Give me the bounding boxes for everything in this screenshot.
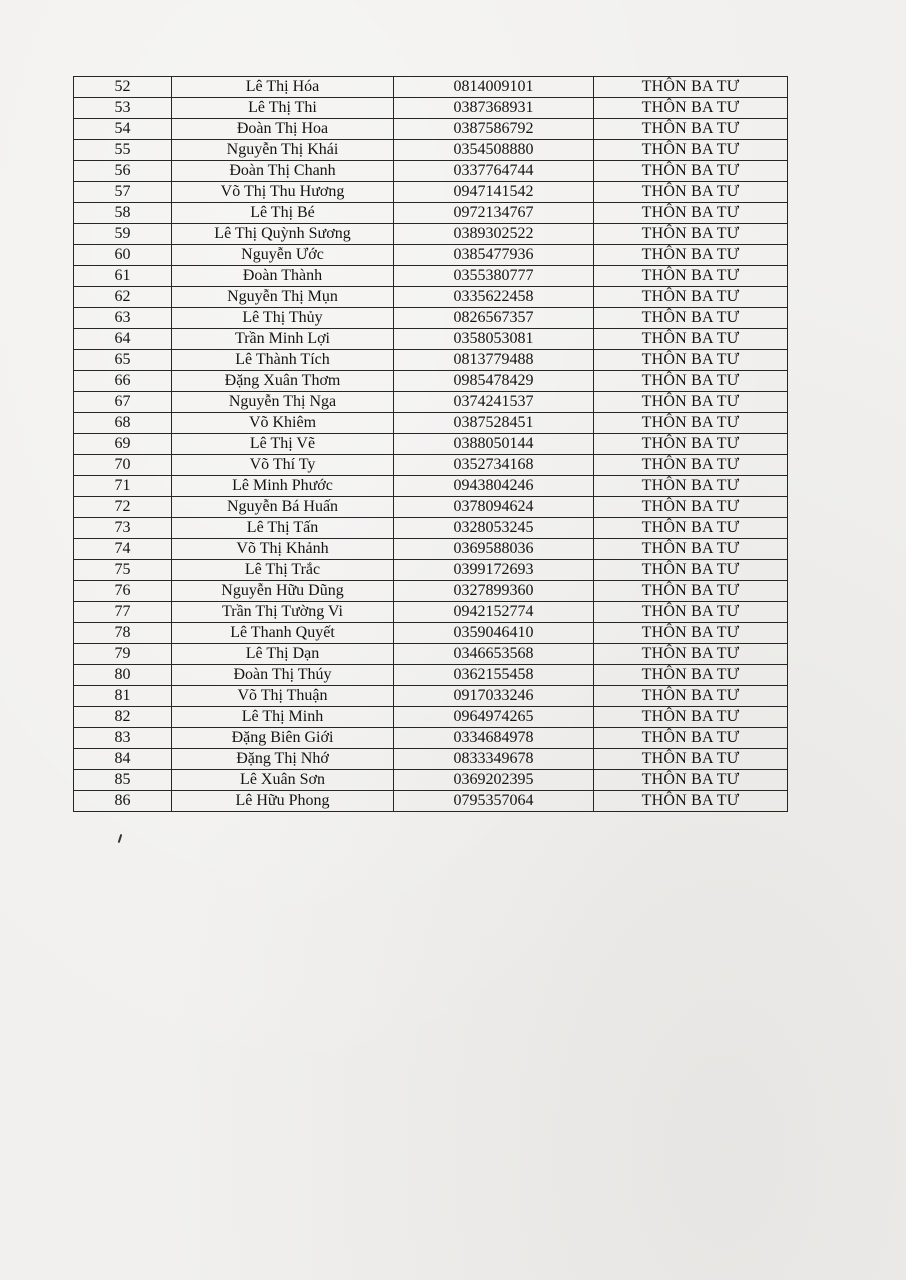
village-cell: THÔN BA TƯ: [594, 98, 788, 119]
residents-table: [73, 76, 788, 812]
full-name-cell: Lê Thị Tấn: [172, 518, 394, 539]
row-number-cell: 86: [74, 791, 172, 812]
row-number-cell: 73: [74, 518, 172, 539]
village-cell: THÔN BA TƯ: [594, 581, 788, 602]
village-cell: THÔN BA TƯ: [594, 476, 788, 497]
row-number-cell: 74: [74, 539, 172, 560]
table-row: [74, 476, 788, 497]
table-row: [74, 497, 788, 518]
village-cell: THÔN BA TƯ: [594, 455, 788, 476]
village-cell: THÔN BA TƯ: [594, 308, 788, 329]
village-cell: THÔN BA TƯ: [594, 119, 788, 140]
full-name-cell: Lê Thị Hóa: [172, 77, 394, 98]
row-number-cell: 81: [74, 686, 172, 707]
phone-number-cell: 0385477936: [394, 245, 594, 266]
village-cell: THÔN BA TƯ: [594, 350, 788, 371]
row-number-cell: 59: [74, 224, 172, 245]
phone-number-cell: 0943804246: [394, 476, 594, 497]
table-row: [74, 203, 788, 224]
table-row: [74, 287, 788, 308]
phone-number-cell: 0327899360: [394, 581, 594, 602]
table-row: [74, 350, 788, 371]
village-cell: THÔN BA TƯ: [594, 413, 788, 434]
table-row: [74, 602, 788, 623]
village-cell: THÔN BA TƯ: [594, 749, 788, 770]
village-cell: THÔN BA TƯ: [594, 161, 788, 182]
table-row: [74, 392, 788, 413]
full-name-cell: Nguyễn Thị Mụn: [172, 287, 394, 308]
village-cell: THÔN BA TƯ: [594, 560, 788, 581]
village-cell: THÔN BA TƯ: [594, 623, 788, 644]
village-cell: THÔN BA TƯ: [594, 224, 788, 245]
full-name-cell: Đoàn Thị Thúy: [172, 665, 394, 686]
village-cell: THÔN BA TƯ: [594, 77, 788, 98]
row-number-cell: 72: [74, 497, 172, 518]
table-row: [74, 728, 788, 749]
full-name-cell: Đặng Biên Giới: [172, 728, 394, 749]
residents-table-body: [74, 77, 788, 812]
phone-number-cell: 0964974265: [394, 707, 594, 728]
full-name-cell: Lê Thành Tích: [172, 350, 394, 371]
table-row: [74, 161, 788, 182]
full-name-cell: Nguyễn Hữu Dũng: [172, 581, 394, 602]
village-cell: THÔN BA TƯ: [594, 266, 788, 287]
table-row: [74, 119, 788, 140]
row-number-cell: 71: [74, 476, 172, 497]
full-name-cell: Nguyễn Ước: [172, 245, 394, 266]
full-name-cell: Lê Thị Trắc: [172, 560, 394, 581]
full-name-cell: Đoàn Thị Hoa: [172, 119, 394, 140]
phone-number-cell: 0378094624: [394, 497, 594, 518]
table-row: [74, 665, 788, 686]
village-cell: THÔN BA TƯ: [594, 329, 788, 350]
phone-number-cell: 0389302522: [394, 224, 594, 245]
village-cell: THÔN BA TƯ: [594, 182, 788, 203]
table-row: [74, 581, 788, 602]
phone-number-cell: 0334684978: [394, 728, 594, 749]
row-number-cell: 57: [74, 182, 172, 203]
row-number-cell: 83: [74, 728, 172, 749]
phone-number-cell: 0942152774: [394, 602, 594, 623]
village-cell: THÔN BA TƯ: [594, 203, 788, 224]
phone-number-cell: 0374241537: [394, 392, 594, 413]
table-row: [74, 224, 788, 245]
full-name-cell: Võ Thị Thu Hương: [172, 182, 394, 203]
phone-number-cell: 0354508880: [394, 140, 594, 161]
full-name-cell: Lê Thị Minh: [172, 707, 394, 728]
row-number-cell: 68: [74, 413, 172, 434]
phone-number-cell: 0388050144: [394, 434, 594, 455]
row-number-cell: 70: [74, 455, 172, 476]
row-number-cell: 82: [74, 707, 172, 728]
row-number-cell: 79: [74, 644, 172, 665]
table-row: [74, 413, 788, 434]
phone-number-cell: 0358053081: [394, 329, 594, 350]
full-name-cell: Lê Thị Thi: [172, 98, 394, 119]
phone-number-cell: 0355380777: [394, 266, 594, 287]
table-row: [74, 455, 788, 476]
row-number-cell: 60: [74, 245, 172, 266]
village-cell: THÔN BA TƯ: [594, 728, 788, 749]
row-number-cell: 54: [74, 119, 172, 140]
full-name-cell: Đặng Thị Nhớ: [172, 749, 394, 770]
phone-number-cell: 0972134767: [394, 203, 594, 224]
full-name-cell: Trần Minh Lợi: [172, 329, 394, 350]
row-number-cell: 85: [74, 770, 172, 791]
village-cell: THÔN BA TƯ: [594, 497, 788, 518]
full-name-cell: Lê Thị Bé: [172, 203, 394, 224]
table-row: [74, 308, 788, 329]
village-cell: THÔN BA TƯ: [594, 518, 788, 539]
phone-number-cell: 0369588036: [394, 539, 594, 560]
table-row: [74, 329, 788, 350]
phone-number-cell: 0985478429: [394, 371, 594, 392]
row-number-cell: 78: [74, 623, 172, 644]
full-name-cell: Lê Thị Quỳnh Sương: [172, 224, 394, 245]
village-cell: THÔN BA TƯ: [594, 287, 788, 308]
row-number-cell: 80: [74, 665, 172, 686]
stray-pen-mark: [118, 834, 123, 843]
village-cell: THÔN BA TƯ: [594, 140, 788, 161]
phone-number-cell: 0328053245: [394, 518, 594, 539]
village-cell: THÔN BA TƯ: [594, 602, 788, 623]
row-number-cell: 67: [74, 392, 172, 413]
full-name-cell: Lê Hữu Phong: [172, 791, 394, 812]
row-number-cell: 76: [74, 581, 172, 602]
phone-number-cell: 0352734168: [394, 455, 594, 476]
village-cell: THÔN BA TƯ: [594, 392, 788, 413]
table-row: [74, 371, 788, 392]
table-row: [74, 77, 788, 98]
village-cell: THÔN BA TƯ: [594, 686, 788, 707]
phone-number-cell: 0362155458: [394, 665, 594, 686]
full-name-cell: Lê Thị Thủy: [172, 308, 394, 329]
full-name-cell: Nguyễn Thị Nga: [172, 392, 394, 413]
full-name-cell: Lê Minh Phước: [172, 476, 394, 497]
village-cell: THÔN BA TƯ: [594, 371, 788, 392]
table-row: [74, 686, 788, 707]
table-row: [74, 140, 788, 161]
full-name-cell: Đoàn Thị Chanh: [172, 161, 394, 182]
table-row: [74, 770, 788, 791]
full-name-cell: Võ Thí Ty: [172, 455, 394, 476]
phone-number-cell: 0346653568: [394, 644, 594, 665]
row-number-cell: 53: [74, 98, 172, 119]
village-cell: THÔN BA TƯ: [594, 539, 788, 560]
row-number-cell: 61: [74, 266, 172, 287]
village-cell: THÔN BA TƯ: [594, 644, 788, 665]
phone-number-cell: 0917033246: [394, 686, 594, 707]
phone-number-cell: 0947141542: [394, 182, 594, 203]
phone-number-cell: 0335622458: [394, 287, 594, 308]
row-number-cell: 58: [74, 203, 172, 224]
phone-number-cell: 0387368931: [394, 98, 594, 119]
phone-number-cell: 0369202395: [394, 770, 594, 791]
full-name-cell: Lê Xuân Sơn: [172, 770, 394, 791]
village-cell: THÔN BA TƯ: [594, 770, 788, 791]
table-row: [74, 266, 788, 287]
row-number-cell: 65: [74, 350, 172, 371]
village-cell: THÔN BA TƯ: [594, 791, 788, 812]
row-number-cell: 55: [74, 140, 172, 161]
phone-number-cell: 0813779488: [394, 350, 594, 371]
phone-number-cell: 0337764744: [394, 161, 594, 182]
table-row: [74, 623, 788, 644]
row-number-cell: 62: [74, 287, 172, 308]
full-name-cell: Lê Thị Dạn: [172, 644, 394, 665]
table-row: [74, 245, 788, 266]
full-name-cell: Lê Thị Vẽ: [172, 434, 394, 455]
row-number-cell: 56: [74, 161, 172, 182]
table-row: [74, 182, 788, 203]
phone-number-cell: 0387528451: [394, 413, 594, 434]
table-row: [74, 98, 788, 119]
table-row: [74, 539, 788, 560]
phone-number-cell: 0826567357: [394, 308, 594, 329]
table-row: [74, 518, 788, 539]
row-number-cell: 64: [74, 329, 172, 350]
full-name-cell: Võ Thị Thuận: [172, 686, 394, 707]
village-cell: THÔN BA TƯ: [594, 245, 788, 266]
row-number-cell: 84: [74, 749, 172, 770]
phone-number-cell: 0814009101: [394, 77, 594, 98]
village-cell: THÔN BA TƯ: [594, 434, 788, 455]
row-number-cell: 52: [74, 77, 172, 98]
row-number-cell: 77: [74, 602, 172, 623]
full-name-cell: Lê Thanh Quyết: [172, 623, 394, 644]
full-name-cell: Võ Khiêm: [172, 413, 394, 434]
full-name-cell: Trần Thị Tường Vi: [172, 602, 394, 623]
phone-number-cell: 0359046410: [394, 623, 594, 644]
table-row: [74, 707, 788, 728]
full-name-cell: Nguyễn Bá Huấn: [172, 497, 394, 518]
phone-number-cell: 0399172693: [394, 560, 594, 581]
phone-number-cell: 0795357064: [394, 791, 594, 812]
table-row: [74, 644, 788, 665]
phone-number-cell: 0387586792: [394, 119, 594, 140]
row-number-cell: 75: [74, 560, 172, 581]
phone-number-cell: 0833349678: [394, 749, 594, 770]
row-number-cell: 69: [74, 434, 172, 455]
village-cell: THÔN BA TƯ: [594, 665, 788, 686]
table-row: [74, 560, 788, 581]
table-row: [74, 749, 788, 770]
table-row: [74, 434, 788, 455]
full-name-cell: Đoàn Thành: [172, 266, 394, 287]
row-number-cell: 63: [74, 308, 172, 329]
full-name-cell: Đặng Xuân Thơm: [172, 371, 394, 392]
row-number-cell: 66: [74, 371, 172, 392]
village-cell: THÔN BA TƯ: [594, 707, 788, 728]
full-name-cell: Nguyễn Thị Khái: [172, 140, 394, 161]
full-name-cell: Võ Thị Khảnh: [172, 539, 394, 560]
table-row: [74, 791, 788, 812]
